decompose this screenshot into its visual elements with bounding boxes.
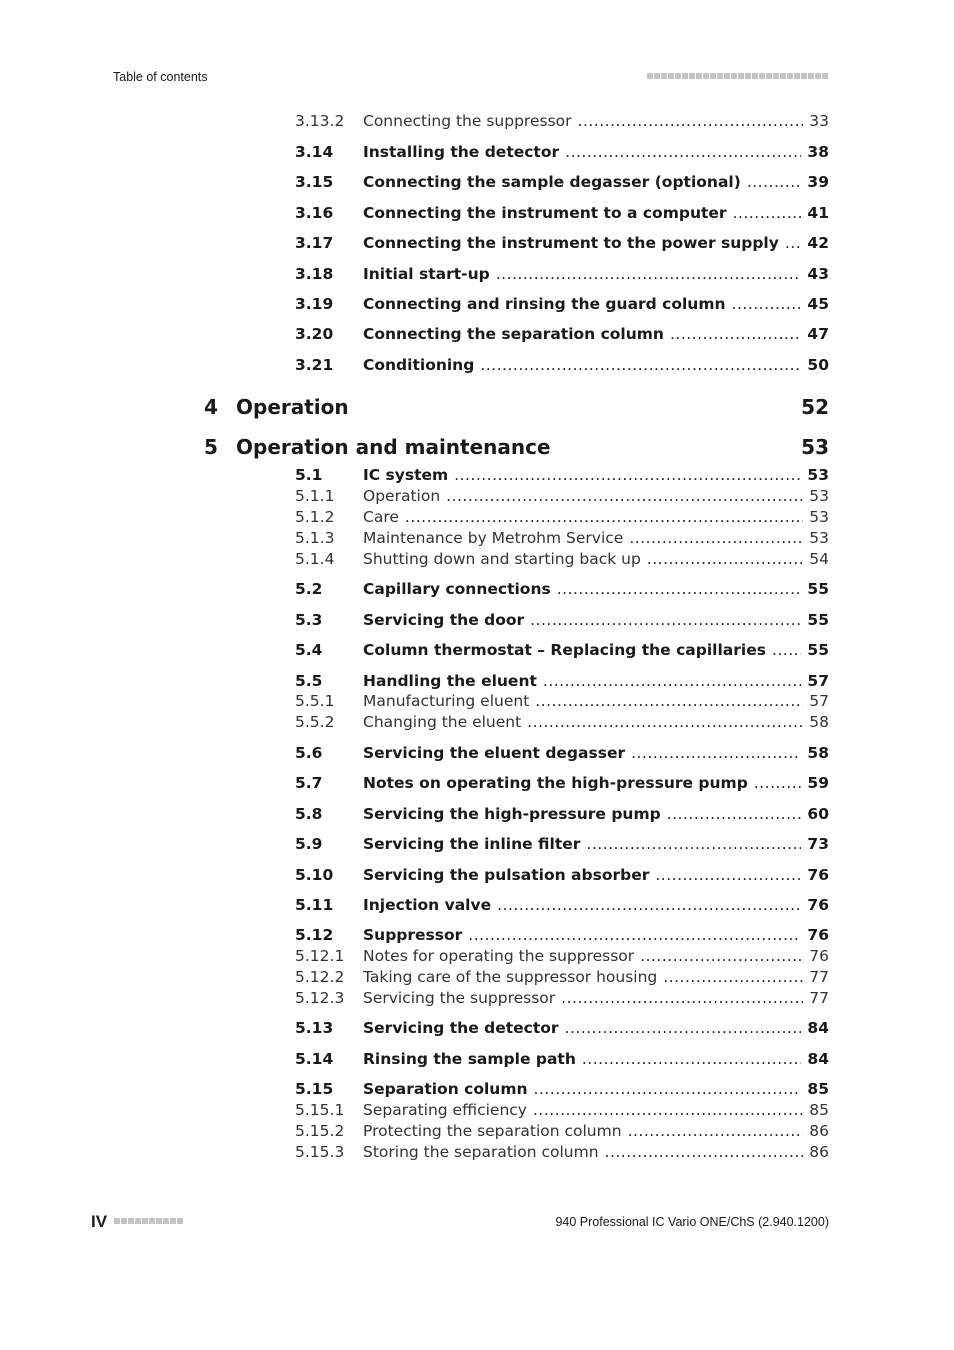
toc-entry-page: 54 [809,550,829,568]
toc-subsection[interactable] [295,989,829,1009]
toc-entry-page: 57 [807,672,829,690]
toc-entry-number: 5.15.3 [295,1143,345,1161]
toc-entry-page: 84 [807,1050,829,1068]
toc-entry-page: 53 [807,466,829,484]
decorative-square [149,1218,155,1224]
dot-leader [747,173,802,191]
document-title: 940 Professional IC Vario ONE/ChS (2.940.1200) [555,1215,829,1229]
decorative-square [654,73,660,79]
toc-entry-page: 84 [807,1019,829,1037]
decorative-square [128,1218,134,1224]
toc-entry-number: 5.15 [295,1080,334,1098]
toc-subsection[interactable] [295,692,829,712]
toc-entry-number: 3.19 [295,295,334,313]
toc-entry-number: 5 [204,435,218,459]
toc-entry-title: Storing the separation column [363,1143,599,1161]
toc-entry-title: Care [363,508,399,526]
toc-entry-number: 5.13 [295,1019,334,1037]
decorative-square [745,73,751,79]
toc-entry-title: Shutting down and starting back up [363,550,641,568]
toc-subsection[interactable] [295,550,829,570]
toc-subsection[interactable] [295,1101,829,1121]
running-header-title: Table of contents [113,70,208,84]
toc-entry-number: 3.17 [295,234,334,252]
toc-entry-title: Operation [363,487,441,505]
toc-entry-title: Column thermostat – Replacing the capillaries [363,641,766,659]
dot-leader [586,835,801,853]
toc-subsection[interactable] [295,1143,829,1163]
toc-section[interactable] [295,325,829,345]
decorative-square [156,1218,162,1224]
toc-entry-title: Connecting the instrument to the power supply [363,234,779,252]
decorative-square [766,73,772,79]
toc-entry-title: Connecting the suppressor [363,112,572,130]
decorative-square [703,73,709,79]
toc-section[interactable] [295,774,829,794]
toc-entry-title: Connecting and rinsing the guard column [363,295,726,313]
toc-entry-number: 5.15.1 [295,1101,345,1119]
toc-entry-title: Protecting the separation column [363,1122,622,1140]
toc-entry-page: 55 [807,580,829,598]
toc-entry-page: 52 [801,395,829,419]
dot-leader [629,529,803,547]
dot-leader [496,265,802,283]
toc-entry-number: 5.10 [295,866,334,884]
toc-section[interactable] [295,641,829,661]
dot-leader [667,805,802,823]
dot-leader [535,692,803,710]
toc-section[interactable] [295,234,829,254]
toc-entry-number: 5.12.2 [295,968,345,986]
toc-entry-number: 3.14 [295,143,334,161]
toc-entry-title: Servicing the suppressor [363,989,556,1007]
toc-entry-page: 43 [807,265,829,283]
decorative-square [114,1218,120,1224]
toc-entry-number: 5.1.2 [295,508,335,526]
toc-entry-page: 45 [807,295,829,313]
toc-section[interactable] [295,143,829,163]
dot-leader [605,1143,804,1161]
toc-entry-number: 5.5.2 [295,713,335,731]
toc-section[interactable] [295,1019,829,1039]
toc-entry-number: 5.1.3 [295,529,335,547]
dot-leader [454,466,801,484]
dot-leader [582,1050,802,1068]
toc-entry-title: Servicing the high-pressure pump [363,805,661,823]
toc-section[interactable] [295,744,829,764]
decorative-square [675,73,681,79]
dot-leader [405,508,803,526]
toc-entry-number: 5.1.4 [295,550,335,568]
decorative-square [710,73,716,79]
toc-entry-title: Connecting the sample degasser (optional) [363,173,741,191]
toc-entry-number: 5.1.1 [295,487,335,505]
decorative-square [773,73,779,79]
dot-leader [530,611,801,629]
toc-entry-page: 39 [807,173,829,191]
toc-entry-number: 5.8 [295,805,323,823]
toc-entry-number: 5.7 [295,774,323,792]
dot-leader [557,580,802,598]
dot-leader [733,204,802,222]
toc-subsection[interactable] [295,1122,829,1142]
toc-entry-page: 57 [809,692,829,710]
toc-entry-number: 3.18 [295,265,334,283]
toc-section[interactable] [295,295,829,315]
dot-leader [480,356,801,374]
toc-entry-title: Servicing the eluent degasser [363,744,626,762]
dot-leader [497,896,801,914]
decorative-square [661,73,667,79]
toc-entry-title: Installing the detector [363,143,560,161]
toc-entry-number: 5.4 [295,641,323,659]
toc-entry-page: 41 [807,204,829,222]
toc-entry-page: 85 [807,1080,829,1098]
toc-entry-title: Operation [236,395,349,419]
toc-entry-number: 5.5.1 [295,692,335,710]
toc-entry-number: 5.15.2 [295,1122,345,1140]
toc-subsection[interactable] [295,508,829,528]
toc-entry-number: 5.12.3 [295,989,345,1007]
toc-entry-page: 86 [809,1122,829,1140]
toc-entry-number: 5.2 [295,580,323,598]
toc-section[interactable] [295,805,829,825]
decorative-square [787,73,793,79]
toc-section[interactable] [295,1080,829,1100]
toc-subsection[interactable] [295,529,829,549]
toc-section[interactable] [295,835,829,855]
toc-entry-page: 77 [809,968,829,986]
toc-entry-page: 59 [807,774,829,792]
dot-leader [785,234,802,252]
toc-section[interactable] [295,265,829,285]
toc-entry-page: 85 [809,1101,829,1119]
toc-entry-page: 76 [807,866,829,884]
toc-entry-title: Rinsing the sample path [363,1050,576,1068]
dot-leader [732,295,802,313]
header-decoration [647,73,828,79]
page-number: IV [91,1212,108,1231]
toc-section[interactable] [295,672,829,692]
dot-leader [772,641,801,659]
decorative-square [689,73,695,79]
decorative-square [780,73,786,79]
toc-entry-number: 5.12.1 [295,947,345,965]
dot-leader [561,989,803,1007]
toc-entry-title: Injection valve [363,896,492,914]
decorative-square [647,73,653,79]
decorative-square [668,73,674,79]
toc-section[interactable] [295,356,829,376]
toc-entry-title: Maintenance by Metrohm Service [363,529,624,547]
toc-chapter[interactable] [204,395,829,421]
toc-entry-title: Servicing the pulsation absorber [363,866,650,884]
toc-entry-title: Connecting the instrument to a computer [363,204,727,222]
dot-leader [647,550,803,568]
toc-entry-number: 5.3 [295,611,323,629]
toc-entry-page: 58 [807,744,829,762]
dot-leader [565,143,801,161]
toc-entry-number: 5.11 [295,896,334,914]
dot-leader [663,968,803,986]
toc-entry-number: 3.15 [295,173,334,191]
toc-subsection[interactable] [295,947,829,967]
toc-entry-page: 53 [801,435,829,459]
toc-entry-title: Servicing the detector [363,1019,559,1037]
decorative-square [142,1218,148,1224]
decorative-square [822,73,828,79]
toc-entry-title: Servicing the door [363,611,525,629]
toc-section[interactable] [295,173,829,193]
decorative-square [808,73,814,79]
toc-section[interactable] [295,926,829,946]
toc-entry-title: Conditioning [363,356,475,374]
toc-entry-title: Handling the eluent [363,672,537,690]
toc-entry-page: 33 [809,112,829,130]
toc-subsection[interactable] [295,968,829,988]
toc-entry-page: 55 [807,611,829,629]
toc-subsection[interactable] [295,487,829,507]
toc-entry-title: Initial start-up [363,265,490,283]
toc-entry-title: Separating efficiency [363,1101,527,1119]
dot-leader [468,926,801,944]
toc-entry-title: IC system [363,466,449,484]
dot-leader [670,325,801,343]
toc-entry-page: 42 [807,234,829,252]
toc-entry-number: 3.21 [295,356,334,374]
toc-entry-page: 47 [807,325,829,343]
decorative-square [696,73,702,79]
toc-section[interactable] [295,580,829,600]
dot-leader [628,1122,804,1140]
decorative-square [731,73,737,79]
dot-leader [543,672,802,690]
toc-entry-number: 5.9 [295,835,323,853]
toc-section[interactable] [295,611,829,631]
toc-entry-title: Manufacturing eluent [363,692,530,710]
toc-entry-page: 60 [807,805,829,823]
decorative-square [815,73,821,79]
toc-entry-number: 5.5 [295,672,323,690]
toc-entry-page: 76 [809,947,829,965]
toc-entry-number: 5.12 [295,926,334,944]
toc-entry-page: 58 [809,713,829,731]
decorative-square [177,1218,183,1224]
toc-entry-page: 53 [809,529,829,547]
decorative-square [163,1218,169,1224]
decorative-square [801,73,807,79]
decorative-square [738,73,744,79]
toc-entry-title: Suppressor [363,926,463,944]
toc-entry-page: 53 [809,487,829,505]
toc-entry-page: 53 [809,508,829,526]
toc-subsection[interactable] [295,112,829,132]
toc-entry-number: 5.1 [295,466,323,484]
toc-entry-title: Notes on operating the high-pressure pump [363,774,748,792]
toc-entry-page: 76 [807,896,829,914]
toc-section[interactable] [295,896,829,916]
toc-entry-title: Separation column [363,1080,528,1098]
decorative-square [759,73,765,79]
toc-entry-number: 5.14 [295,1050,334,1068]
decorative-square [794,73,800,79]
dot-leader [534,1080,802,1098]
toc-entry-page: 76 [807,926,829,944]
toc-entry-title: Operation and maintenance [236,435,551,459]
toc-entry-title: Taking care of the suppressor housing [363,968,658,986]
toc-entry-number: 3.13.2 [295,112,345,130]
dot-leader [655,866,801,884]
toc-section[interactable] [295,204,829,224]
dot-leader [446,487,803,505]
toc-entry-page: 73 [807,835,829,853]
dot-leader [631,744,801,762]
toc-entry-page: 50 [807,356,829,374]
dot-leader [578,112,804,130]
decorative-square [717,73,723,79]
toc-subsection[interactable] [295,713,829,733]
toc-entry-title: Changing the eluent [363,713,522,731]
toc-entry-page: 38 [807,143,829,161]
decorative-square [121,1218,127,1224]
decorative-square [135,1218,141,1224]
toc-chapter[interactable] [204,435,829,461]
toc-entry-title: Capillary connections [363,580,551,598]
toc-entry-title: Notes for operating the suppressor [363,947,635,965]
toc-section[interactable] [295,1050,829,1070]
decorative-square [724,73,730,79]
toc-entry-title: Servicing the inline filter [363,835,581,853]
dot-leader [640,947,803,965]
decorative-square [170,1218,176,1224]
toc-entry-number: 3.20 [295,325,334,343]
toc-entry-page: 55 [807,641,829,659]
decorative-square [682,73,688,79]
decorative-square [752,73,758,79]
toc-entry-page: 86 [809,1143,829,1161]
dot-leader [565,1019,802,1037]
toc-entry-page: 77 [809,989,829,1007]
toc-section[interactable] [295,866,829,886]
dot-leader [754,774,802,792]
toc-entry-number: 5.6 [295,744,323,762]
toc-section[interactable] [295,466,829,486]
dot-leader [533,1101,803,1119]
footer-decoration [114,1218,183,1224]
toc-entry-number: 3.16 [295,204,334,222]
dot-leader [527,713,803,731]
toc-entry-number: 4 [204,395,218,419]
toc-entry-title: Connecting the separation column [363,325,664,343]
